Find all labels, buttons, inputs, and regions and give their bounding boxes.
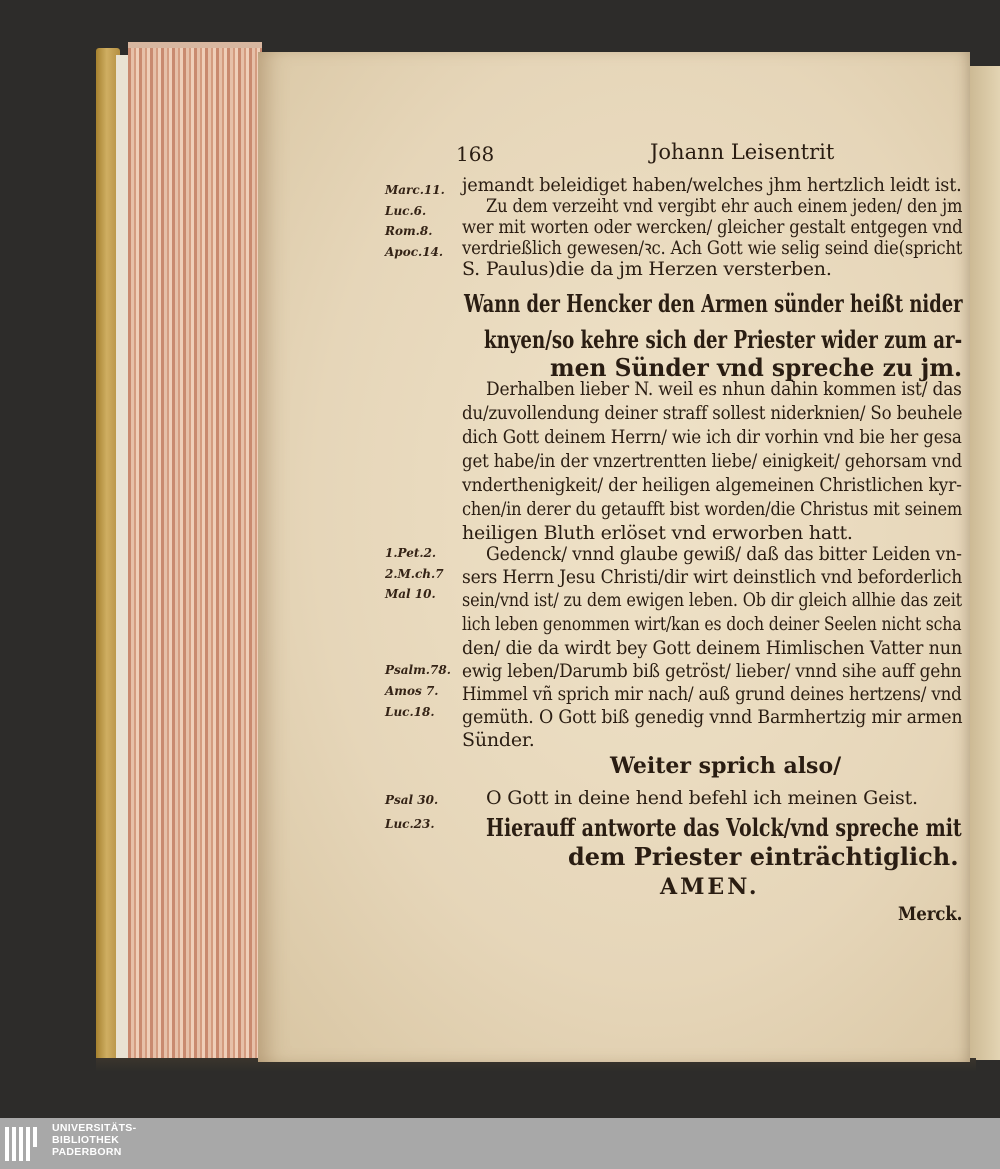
section-heading: knyen/so kehre sich der Priester wider zum ar- bbox=[484, 325, 963, 354]
margin-note: Psalm.78. bbox=[385, 663, 451, 677]
margin-note: Marc.11. bbox=[385, 183, 445, 197]
margin-note: Mal 10. bbox=[385, 587, 436, 601]
text-line: heiligen Bluth erlöset vnd erworben hatt. bbox=[462, 522, 853, 544]
margin-note: Rom.8. bbox=[385, 224, 433, 238]
facing-page-edge bbox=[968, 66, 1000, 1060]
text-line: sers Herrn Jesu Christi/dir wirt deinstlich vnd beforderlich bbox=[462, 566, 963, 588]
text-line: S. Paulus)die da jm Herzen versterben. bbox=[462, 258, 832, 280]
margin-note: Amos 7. bbox=[385, 684, 439, 698]
margin-note: 2.M.ch.7 bbox=[385, 567, 444, 581]
logo-line: PADERBORN bbox=[52, 1146, 122, 1158]
text-line: ewig leben/Darumb biß getröst/ lieber/ vnnd sihe auff gehn bbox=[462, 660, 962, 682]
library-footer-bar bbox=[0, 1118, 1000, 1169]
logo-line: UNIVERSITÄTS- bbox=[52, 1122, 137, 1134]
section-heading: men Sünder vnd spreche zu jm. bbox=[550, 353, 963, 382]
amen: AMEN. bbox=[660, 874, 760, 900]
text-line: Zu dem verzeiht vnd vergibt ehr auch einem jeden/ den jm bbox=[486, 195, 963, 217]
page-stack-edges bbox=[128, 42, 262, 1066]
text-line: Gedenck/ vnnd glaube gewiß/ daß das bitter Leiden vn- bbox=[486, 543, 962, 565]
page-number: 168 bbox=[456, 142, 495, 166]
margin-note: Luc.6. bbox=[385, 204, 427, 218]
text-line: chen/in derer du getaufft bist worden/die Christus mit seinem bbox=[462, 498, 963, 520]
text-line: gemüth. O Gott biß genedig vnnd Barmhertzig mir armen bbox=[462, 706, 963, 728]
library-logo-text bbox=[52, 1122, 136, 1158]
text-line: Himmel vñ sprich mir nach/ auß grund deines hertzens/ vnd bbox=[462, 683, 962, 705]
book-page bbox=[258, 52, 970, 1062]
margin-note: Apoc.14. bbox=[385, 245, 444, 259]
text-line: dich Gott deinem Herrn/ wie ich dir vorhin vnd bie her gesa bbox=[462, 426, 962, 448]
logo-line: BIBLIOTHEK bbox=[52, 1134, 120, 1146]
text-line: jemandt beleidiget haben/welches jhm hertzlich leidt ist. bbox=[462, 174, 962, 196]
catchword: Merck. bbox=[898, 903, 963, 925]
margin-note: Luc.23. bbox=[385, 817, 435, 831]
margin-note: Psal 30. bbox=[385, 793, 439, 807]
library-logo-icon bbox=[4, 1123, 44, 1163]
text-line: Derhalben lieber N. weil es nhun dahin kommen ist/ das bbox=[486, 378, 962, 400]
margin-note: 1.Pet.2. bbox=[385, 546, 437, 560]
prayer-line: O Gott in deine hend befehl ich meinen Geist. bbox=[486, 787, 918, 809]
text-line: den/ die da wirdt bey Gott deinem Himlischen Vatter nun bbox=[462, 637, 963, 659]
section-heading: Hierauff antworte das Volck/vnd spreche mit bbox=[486, 813, 962, 842]
text-line: du/zuvollendung deiner straff sollest niderknien/ So beuhele bbox=[462, 402, 963, 424]
text-line: sein/vnd ist/ zu dem ewigen leben. Ob dir gleich allhie das zeit bbox=[462, 589, 962, 611]
text-line: get habe/in der vnzertrentten liebe/ einigkeit/ gehorsam vnd bbox=[462, 450, 962, 472]
text-line: wer mit worten oder wercken/ gleicher gestalt entgegen vnd bbox=[462, 216, 963, 238]
running-head: Johann Leisentrit bbox=[650, 140, 835, 164]
section-heading: Wann der Hencker den Armen sünder heißt nider bbox=[464, 289, 963, 318]
text-line: Sünder. bbox=[462, 729, 535, 751]
text-line: verdrießlich gewesen/ꝛc. Ach Gott wie selig seind die(spricht bbox=[462, 237, 963, 259]
text-line: vnderthenigkeit/ der heiligen algemeinen Christlichen kyr- bbox=[462, 474, 962, 496]
text-line: lich leben genommen wirt/kan es doch deiner Seelen nicht scha bbox=[462, 613, 962, 635]
section-heading: dem Priester einträchtiglich. bbox=[568, 842, 959, 871]
margin-note: Luc.18. bbox=[385, 705, 435, 719]
section-heading: Weiter sprich also/ bbox=[610, 753, 842, 779]
